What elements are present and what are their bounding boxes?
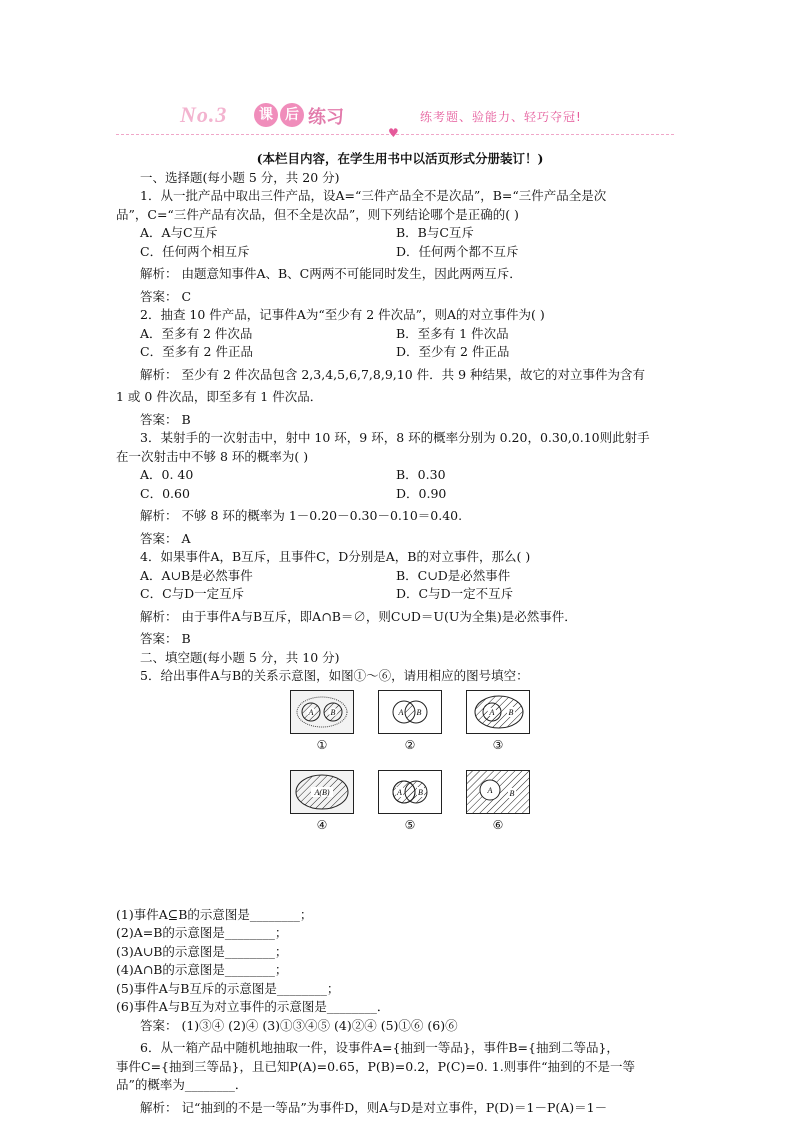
q2-option-c: C．至多有 2 件正品 — [140, 344, 253, 359]
q5-item-6: (6)事件A与B互为对立事件的示意图是________． — [116, 999, 390, 1014]
header-banner — [116, 98, 676, 142]
fig3-label-a: A — [489, 707, 495, 717]
q1-stem-line1: 1．从一批产品中取出三件产品，设A=“三件产品全不是次品”，B=“三件产品全是次 — [140, 188, 607, 203]
fig1-label-b: B — [330, 707, 336, 717]
q4-answer: 答案： B — [140, 631, 191, 646]
section-fill-title: 二、填空题(每小题 5 分，共 10 分) — [140, 649, 340, 665]
worksheet-body — [116, 150, 684, 1117]
q1-analysis: 解析： 由题意知事件A、B、C两两不可能同时发生，因此两两互斥． — [140, 266, 522, 281]
venn-figure-5 — [378, 770, 442, 832]
q2-analysis-line2: 1 或 0 件次品，即至多有 1 件次品． — [116, 389, 323, 404]
q3-option-a: A．0. 40 — [140, 467, 194, 482]
badge-hou: 后 — [280, 103, 304, 127]
q2-options-row1 — [116, 325, 684, 344]
q4-stem: 4．如果事件A，B互斥，且事件C，D分别是A，B的对立事件，那么( ) — [140, 549, 531, 564]
q3-answer: 答案： A — [140, 530, 191, 546]
q5-answer: 答案： (1)③④ (2)④ (3)①③④⑤ (4)②④ (5)①⑥ (6)⑥ — [140, 1017, 458, 1033]
q5-item-2: (2)A=B的示意图是________； — [116, 925, 288, 940]
q2-option-a: A．至多有 2 件次品 — [140, 325, 253, 341]
q3-options-row2 — [116, 485, 684, 504]
q6-stem-line3: 品”的概率为________． — [116, 1077, 248, 1092]
q4-options-row2 — [116, 585, 684, 604]
fig5-label-b: B — [418, 787, 423, 797]
fig4-label-ab: A(B) — [314, 787, 330, 797]
q3-stem-line1: 3．某射手的一次射击中，射中 10 环，9 环，8 环的概率分别为 0.20，0.30,0.10则此射手 — [140, 430, 650, 445]
badge-ke: 课 — [254, 103, 278, 127]
fig1-label-a: A — [308, 707, 314, 717]
fig1-number: ① — [316, 737, 328, 752]
venn-figure-3 — [466, 690, 530, 752]
venn-figures — [116, 690, 684, 900]
q1-option-a: A．A与C互斥 — [140, 225, 218, 240]
q4-option-b: B．C∪D是必然事件 — [396, 567, 511, 583]
q1-answer: 答案： C — [140, 288, 192, 304]
fig4-number: ④ — [316, 817, 328, 832]
q5-item-5: (5)事件A与B互斥的示意图是________； — [116, 980, 340, 996]
q1-option-b: B．B与C互斥 — [396, 225, 474, 240]
binding-note: (本栏目内容，在学生用书中以活页形式分册装订！) — [256, 151, 544, 166]
lesson-number: No.3 — [180, 102, 228, 127]
q2-analysis-line1: 解析： 至少有 2 件次品包含 2,3,4,5,6,7,8,9,10 件．共 9 种结果，故它的对立事件为含有 — [140, 366, 646, 382]
q1-option-d: D．任何两个都不互斥 — [396, 243, 519, 259]
q5-stem: 5．给出事件A与B的关系示意图，如图①～⑥，请用相应的图号填空： — [140, 668, 529, 683]
q3-option-b: B．0.30 — [396, 467, 446, 482]
venn-figure-4 — [290, 770, 354, 832]
q2-answer: 答案： B — [140, 411, 191, 427]
fig5-label-a: A — [397, 787, 402, 797]
q2-option-d: D．至少有 2 件正品 — [396, 344, 510, 359]
q6-stem-line2: 事件C={抽到三等品}，且已知P(A)=0.65，P(B)=0.2，P(C)=0. 1.则事件“抽到的不是一等 — [116, 1058, 636, 1074]
q3-option-d: D．0.90 — [396, 485, 447, 501]
q1-options-row1 — [116, 224, 684, 243]
banner-title: 练习 — [308, 107, 344, 128]
q3-analysis: 解析： 不够 8 环的概率为 1－0.20－0.30－0.10＝0.40. — [140, 508, 463, 523]
q4-analysis: 解析： 由于事件A与B互斥，即A∩B＝∅，则C∪D＝U(U为全集)是必然事件． — [140, 608, 577, 624]
fig3-label-b: B — [508, 707, 514, 717]
fig6-label-a: A — [487, 785, 493, 795]
q3-option-c: C．0.60 — [140, 485, 190, 501]
q5-item-4: (4)A∩B的示意图是________； — [116, 962, 288, 977]
q1-options-row2 — [116, 243, 684, 262]
q6-analysis: 解析： 记“抽到的不是一等品”为事件D，则A与D是对立事件，P(D)＝1－P(A)＝1－ — [140, 1099, 608, 1115]
q4-options-row1 — [116, 567, 684, 586]
q1-stem-line2: 品”，C=“三件产品有次品，但不全是次品”，则下列结论哪个是正确的( ) — [116, 206, 519, 222]
q6-stem-line1: 6．从一箱产品中随机地抽取一件，设事件A={抽到一等品}，事件B={抽到二等品}， — [140, 1040, 619, 1055]
venn-figure-6 — [466, 770, 530, 832]
q2-stem: 2．抽查 10 件产品，记事件A为“至少有 2 件次品”，则A的对立事件为( ) — [140, 307, 545, 322]
q2-options-row2 — [116, 343, 684, 362]
q3-stem-line2: 在一次射击中不够 8 环的概率为( ) — [116, 448, 309, 464]
fig6-label-b: B — [509, 788, 515, 798]
q4-option-a: A．A∪B是必然事件 — [140, 567, 253, 583]
fig2-number: ② — [404, 737, 416, 752]
q5-item-3: (3)A∪B的示意图是________； — [116, 943, 288, 959]
q4-option-d: D．C与D一定不互斥 — [396, 586, 514, 601]
venn-figure-2 — [378, 690, 442, 752]
banner-slogan: 练考题、验能力、轻巧夺冠! — [420, 110, 582, 124]
q2-option-b: B．至多有 1 件次品 — [396, 325, 509, 341]
heart-icon: ♥ — [388, 126, 399, 140]
q3-options-row1 — [116, 466, 684, 485]
section-choice-title: 一、选择题(每小题 5 分，共 20 分) — [140, 169, 340, 185]
fig2-label-b: B — [416, 707, 422, 717]
q5-item-1: (1)事件A⊆B的示意图是________； — [116, 906, 313, 922]
fig3-number: ③ — [492, 737, 504, 752]
q1-option-c: C．任何两个相互斥 — [140, 243, 250, 259]
fig2-label-a: A — [398, 707, 404, 717]
venn-figure-1 — [290, 690, 354, 752]
fig6-number: ⑥ — [492, 817, 504, 832]
q4-option-c: C．C与D一定互斥 — [140, 586, 245, 601]
fig5-number: ⑤ — [404, 817, 416, 832]
